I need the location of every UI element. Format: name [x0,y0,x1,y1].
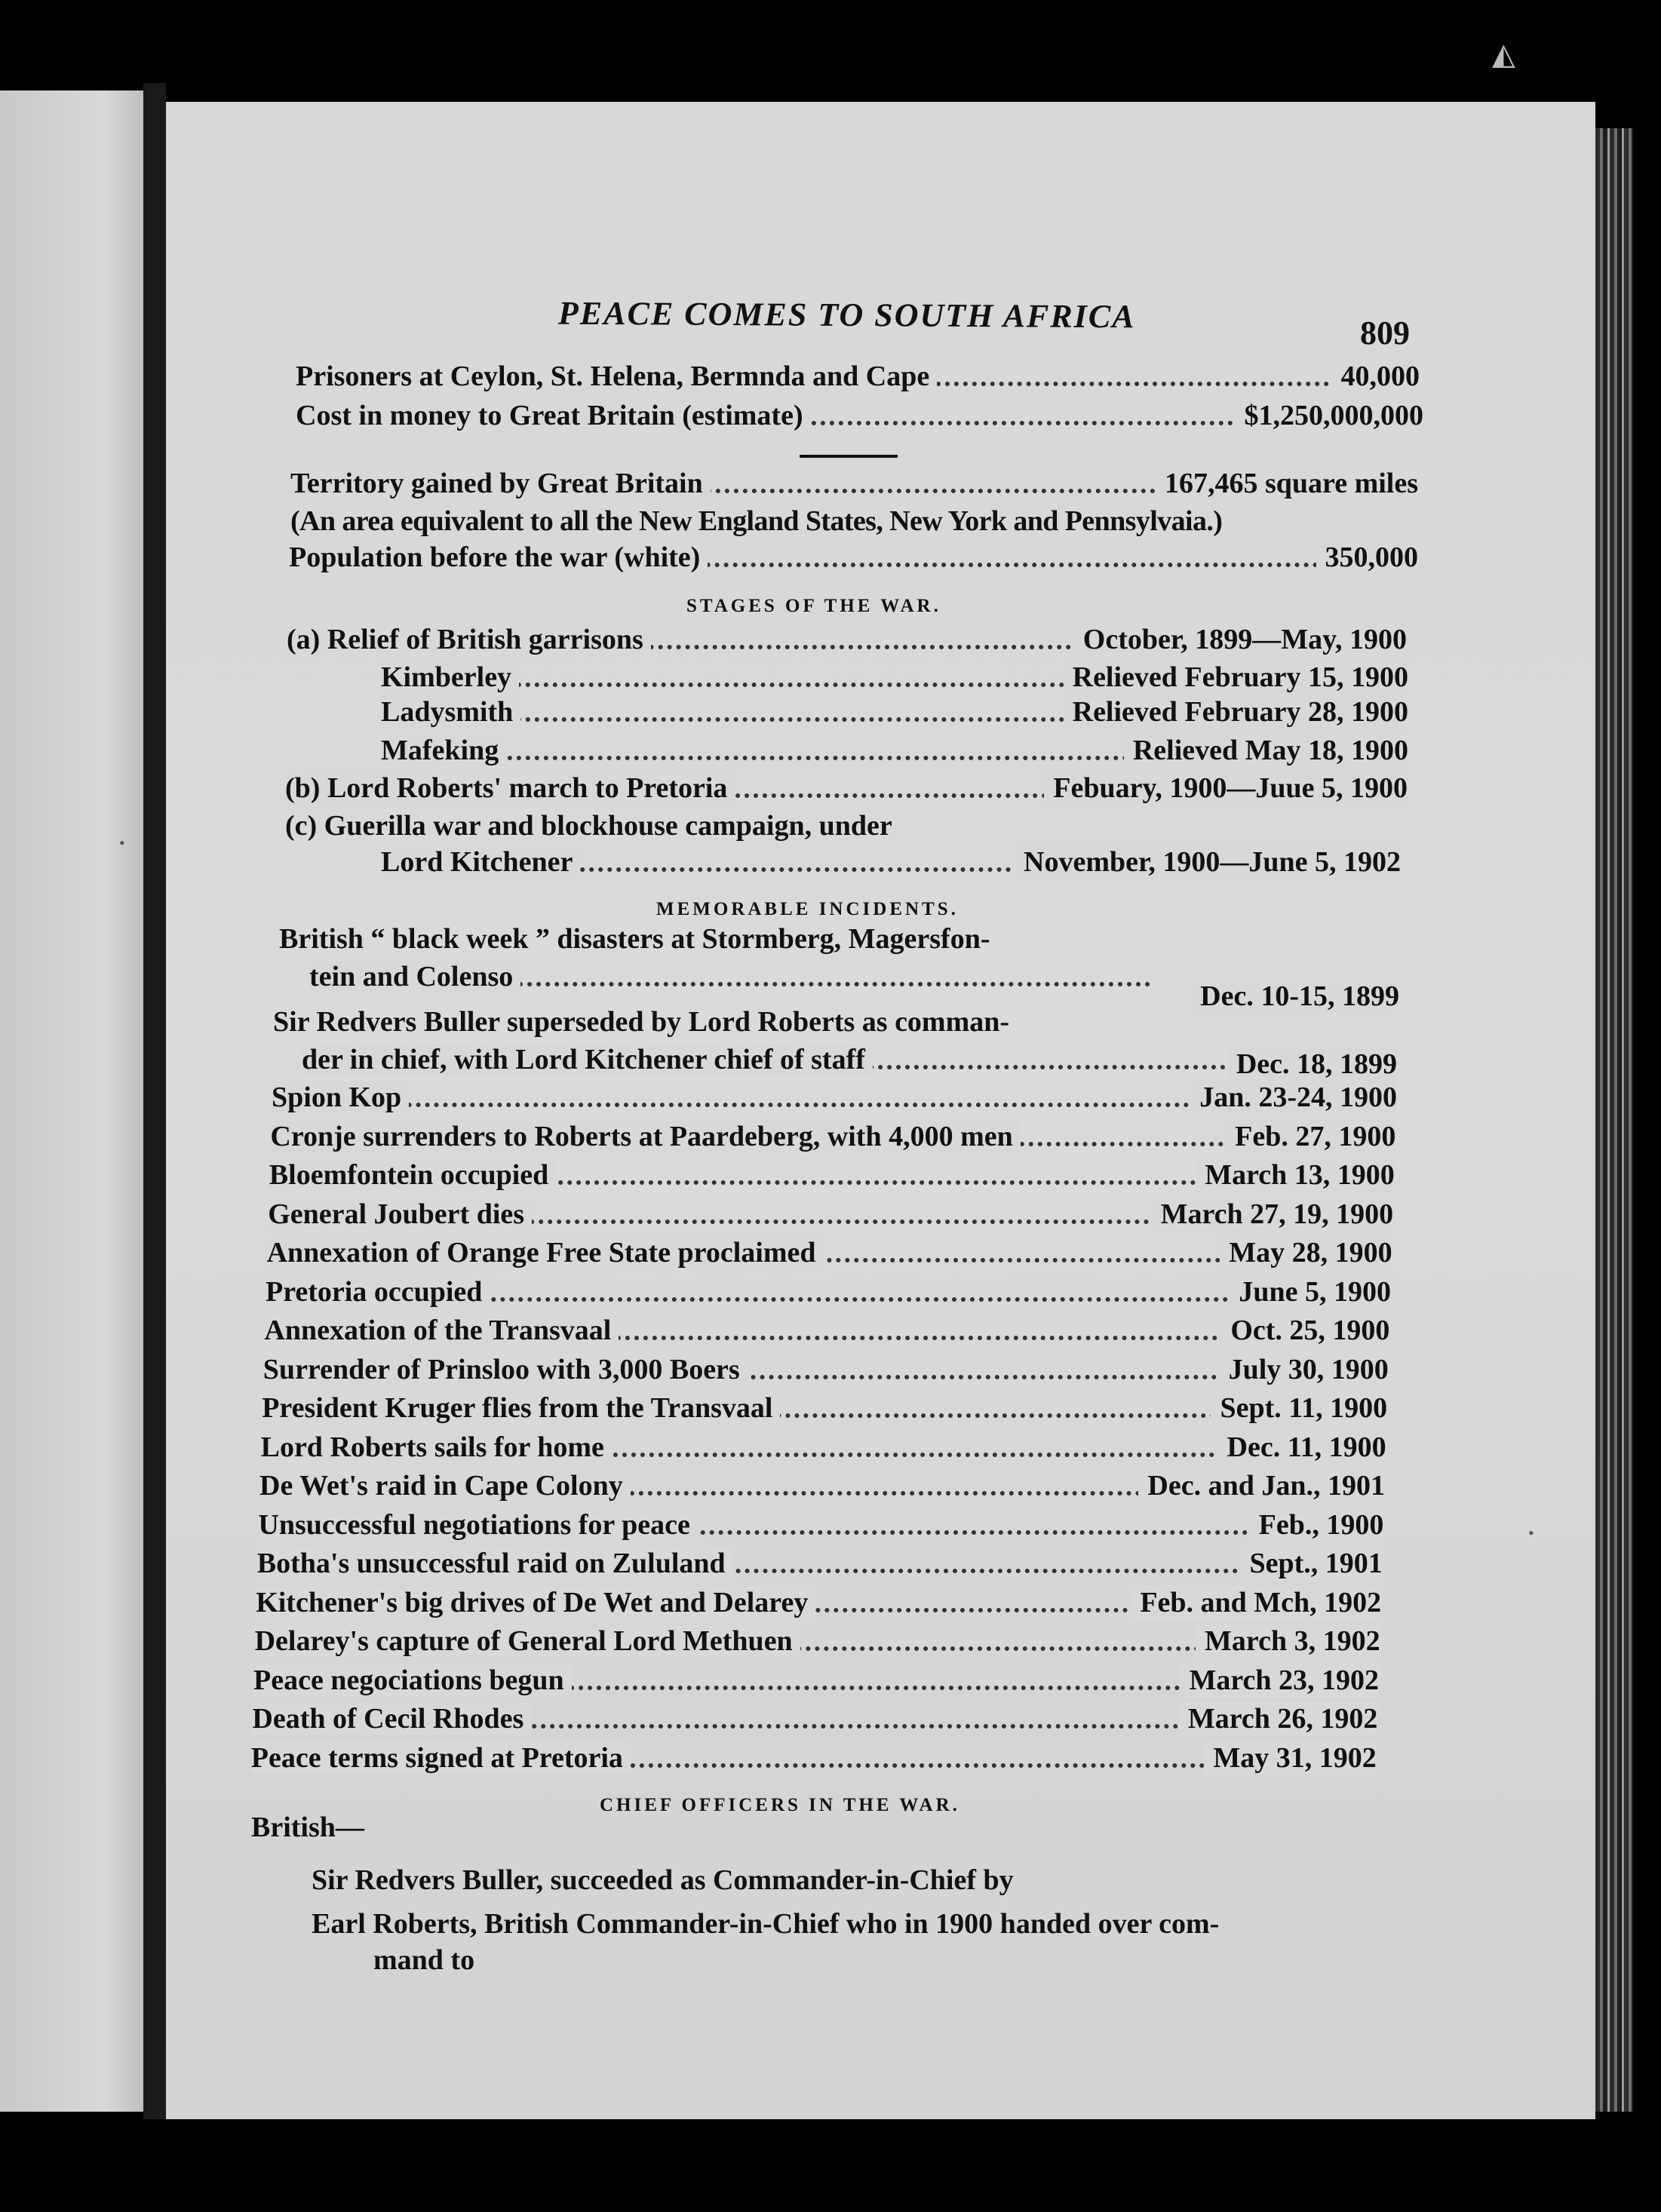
incident-label: Lord Roberts sails for home [261,1431,612,1463]
officers-heading: CHIEF OFFICERS IN THE WAR. [600,1795,960,1815]
divider [800,455,898,458]
incident-row [270,1119,1395,1154]
population-row: Population before the war (white) 350,000 [289,541,1418,573]
page-stack-edge [1595,128,1633,2112]
incident-label: General Joubert dies [268,1198,532,1230]
incident-row [258,1508,1383,1542]
incident-date: Oct. 25, 1900 [1221,1313,1389,1348]
page-number: 809 [1360,314,1410,351]
incident-row [253,1663,1379,1698]
kimberley-row: Kimberley Relieved February 15, 1900 [381,661,1408,693]
incident-row [251,1741,1377,1775]
incident-date: Feb. and Mch, 1902 [1131,1585,1381,1620]
officer-buller: Sir Redvers Buller, succeeded as Commander-in-Chief by [312,1864,1014,1896]
incident-row [268,1197,1393,1232]
incident-date: Feb., 1900 [1250,1508,1384,1542]
incident-label: Annexation of the Transvaal [264,1315,619,1346]
incident-date: Sept. 11, 1900 [1211,1391,1387,1425]
mafeking-row: Mafeking Relieved May 18, 1900 [381,735,1408,766]
officer-roberts-line2: mand to [373,1944,475,1976]
officers-british: British— [251,1812,364,1843]
incident-label: Botha's unsuccessful raid on Zululand [257,1548,733,1579]
incident-label: Peace negociations begun [253,1664,572,1696]
incident-date: June 5, 1900 [1230,1275,1391,1309]
incident-row [257,1546,1383,1581]
black-week-line1: British “ black week ” disasters at Stormberg, Magersfon- [279,923,990,955]
stage-a-row: (a) Relief of British garrisons October, 1899—May, 1900 [287,624,1407,655]
incident-label: Spion Kop [272,1081,409,1113]
gutter-shadow [143,83,166,2119]
incident-date: March 23, 1902 [1180,1663,1379,1698]
officer-roberts-line1: Earl Roberts, British Commander-in-Chief who in 1900 handed over com- [312,1908,1220,1940]
running-head: PEACE COMES TO SOUTH AFRICA [557,294,1136,336]
incident-date: March 3, 1902 [1196,1624,1380,1658]
incident-date: March 27, 19, 1900 [1152,1197,1394,1232]
buller-row: der in chief, with Lord Kitchener chief of staff Dec. 18, 1899 [302,1044,1397,1080]
incident-date: Sept., 1901 [1241,1546,1383,1581]
incident-row [252,1701,1377,1736]
incident-label: Annexation of Orange Free State proclaimed [267,1237,824,1269]
incident-date: March 26, 1902 [1179,1701,1378,1736]
incident-label: De Wet's raid in Cape Colony [259,1470,631,1502]
incident-date: May 31, 1902 [1204,1741,1376,1775]
margin-mark-icon: • [119,833,125,852]
stages-heading: STAGES OF THE WAR. [686,596,941,616]
incident-row [256,1585,1381,1620]
incident-row [263,1352,1389,1387]
incident-label: Pretoria occupied [266,1276,490,1308]
incident-date: Feb. 27, 1900 [1226,1119,1395,1154]
incident-label: Surrender of Prinsloo with 3,000 Boers [263,1354,748,1385]
black-week-row: tein and Colenso Dec. 10-15, 1899 [309,961,1399,1012]
stage-c-row: Lord Kitchener November, 1900—June 5, 1902 [381,846,1401,878]
incident-row [259,1468,1385,1503]
incident-date: Jan. 23-24, 1900 [1190,1080,1397,1115]
incident-label: Kitchener's big drives of De Wet and Delarey [256,1587,815,1618]
incidents-heading: MEMORABLE INCIDENTS. [656,899,959,919]
incident-date: Dec. 11, 1900 [1218,1430,1386,1465]
cost-row: Cost in money to Great Britain (estimate) $1,250,000,000 [296,400,1423,431]
incident-row [264,1313,1389,1348]
facing-page-edge [0,91,147,2112]
stage-c-line1: (c) Guerilla war and blockhouse campaign, under [285,810,892,842]
stage-b-row: (b) Lord Roberts' march to Pretoria Febuary, 1900—Juue 5, 1900 [285,772,1408,804]
incident-label: Cronje surrenders to Roberts at Paardeberg, with 4,000 men [270,1121,1020,1152]
incident-label: Bloemfontein occupied [269,1159,556,1191]
incident-row [267,1235,1392,1270]
incident-label: President Kruger flies from the Transvaal [262,1392,780,1424]
incident-row [262,1391,1387,1425]
scanner-corner-mark-icon: ◭ [1492,37,1515,71]
incident-date: May 28, 1900 [1220,1235,1392,1270]
area-note: (An area equivalent to all the New England States, New York and Pennsylvaia.) [290,505,1223,537]
incident-label: Death of Cecil Rhodes [252,1703,531,1735]
incident-date: Dec. and Jan., 1901 [1138,1468,1385,1503]
margin-mark-icon: • [1528,1523,1534,1542]
incident-row [272,1080,1397,1115]
incident-date: March 13, 1900 [1196,1158,1395,1192]
incident-row [255,1624,1380,1658]
incident-row [261,1430,1386,1465]
territory-row: Territory gained by Great Britain 167,465 square miles [290,468,1418,499]
ladysmith-row: Ladysmith Relieved February 28, 1900 [381,696,1408,728]
incident-label: Delarey's capture of General Lord Methuen [255,1625,800,1657]
buller-line1: Sir Redvers Buller superseded by Lord Roberts as comman- [273,1006,1010,1038]
prisoners-row: Prisoners at Ceylon, St. Helena, Bermnda and Cape 40,000 [296,360,1420,392]
incident-row [266,1275,1391,1309]
incident-date: July 30, 1900 [1220,1352,1389,1387]
incident-label: Unsuccessful negotiations for peace [258,1509,697,1541]
incident-row [269,1158,1395,1192]
incident-label: Peace terms signed at Pretoria [251,1742,631,1774]
